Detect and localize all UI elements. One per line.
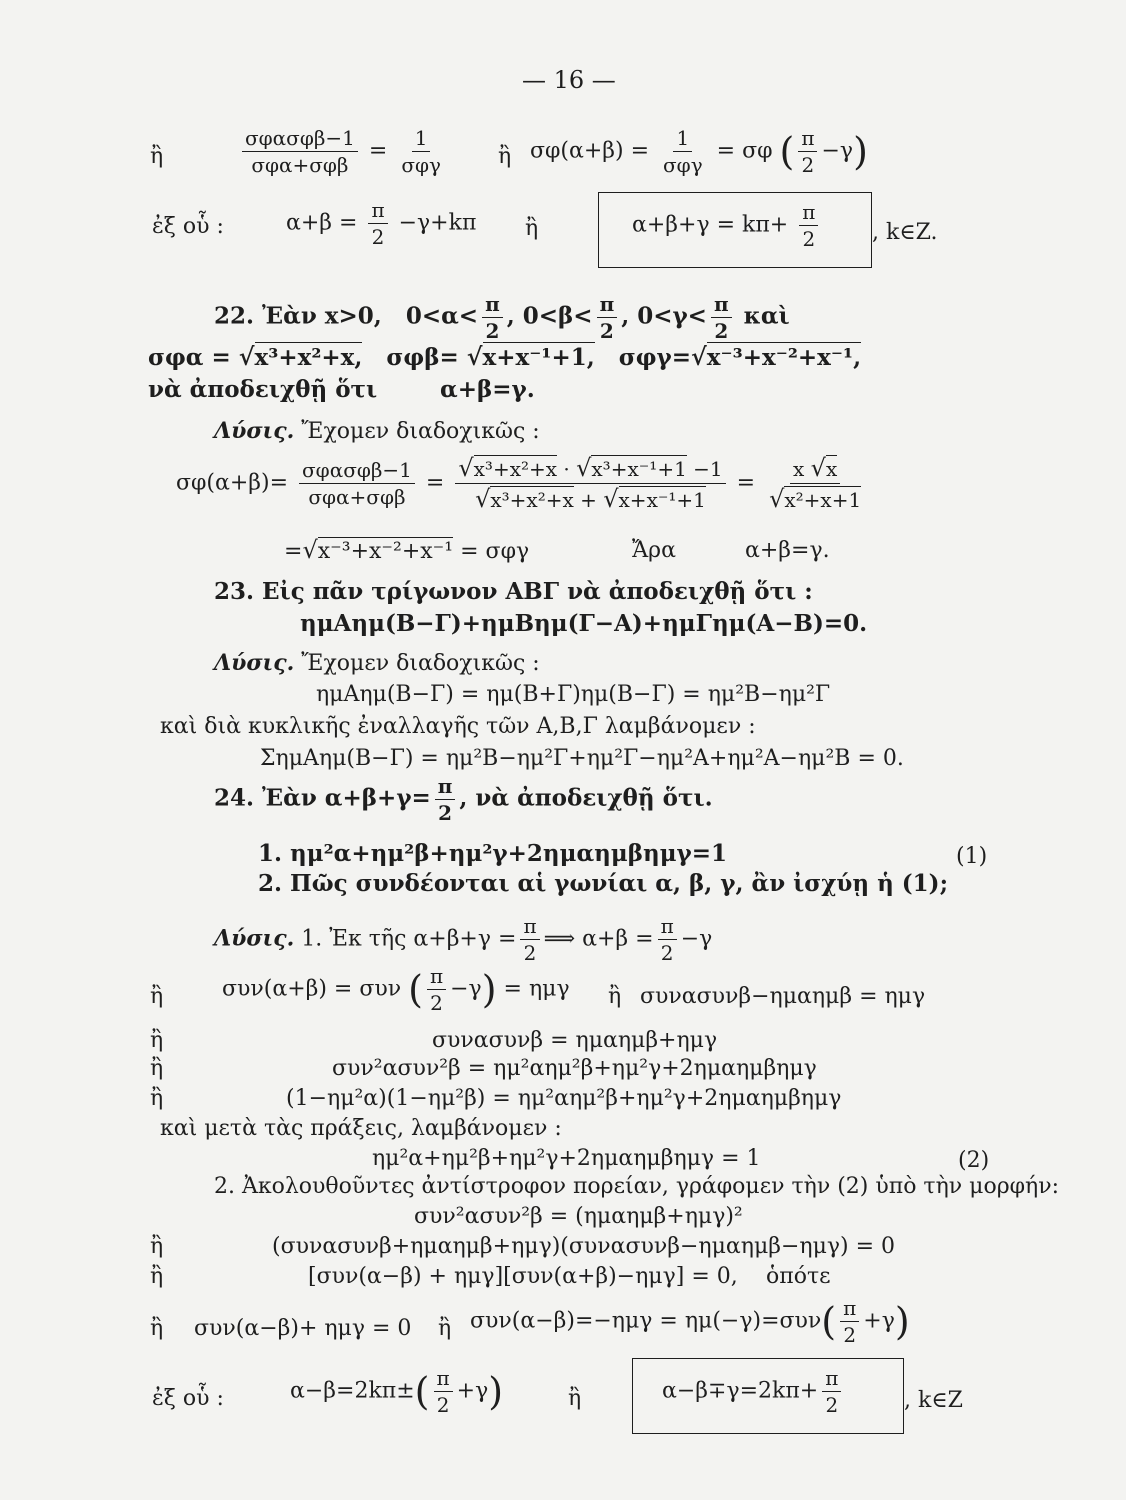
equation-line-1: $\frac{\text{σφασφβ−1}}{\text{σφα+σφβ}}$ = $\frac{1}{\text{σφγ}}$ (238, 128, 448, 175)
boxed-result: α+β+γ = kπ+ $\frac{\pi}{2}$ (632, 202, 822, 249)
equation-line-2: α+β = $\frac{\pi}{2}$ −γ+kπ (286, 198, 477, 249)
or-word: ἢ (150, 1234, 164, 1259)
problem-22-line-3b: α+β=γ. (440, 376, 535, 403)
solution-24-line-12b: συν(α−β)=−ημγ = ημ(−γ)=συν( $\frac{\pi}{2}$ +γ) (470, 1296, 910, 1347)
solution-24-line-9: συν²ασυν²β = (ημαημβ+ημγ)² (414, 1204, 743, 1229)
page-number: — 16 — (522, 66, 616, 94)
equation-tag-1: (1) (956, 844, 988, 869)
or-word: ἢ (498, 144, 512, 169)
fraction: $\frac{\text{σφασφβ−1}}{\text{σφα+σφβ}}$ (242, 128, 358, 175)
solution-24-line-3: συνασυνβ = ημαημβ+ημγ (432, 1028, 718, 1053)
or-word: ἢ (150, 1086, 164, 1111)
whereupon-word: ὁπότε (766, 1264, 831, 1289)
solution-24-line-13: α−β=2kπ±( $\frac{\pi}{2}$ +γ) (290, 1366, 504, 1417)
or-word: ἢ (608, 984, 622, 1009)
solution-24-line-11: [συν(α−β) + ημγ][συν(α+β)−ημγ] = 0, (308, 1264, 738, 1289)
k-in-z-2: , k∈Z (904, 1388, 963, 1413)
solution-23-eq-1: ημΑημ(Β−Γ) = ημ(Β+Γ)ημ(Β−Γ) = ημ²Β−ημ²Γ (316, 682, 831, 707)
solution-24-text: καὶ μετὰ τὰς πράξεις, λαμβάνομεν : (160, 1116, 562, 1141)
solution-24-line-12: συν(α−β)+ ημγ = 0 (194, 1316, 412, 1341)
solution-24-line-4: συν²ασυν²β = ημ²αημ²β+ημ²γ+2ημαημβημγ (332, 1056, 817, 1081)
equation-tag-2: (2) (958, 1148, 990, 1173)
therefore-word: Ἄρα (632, 538, 676, 563)
solution-23-heading: Λύσις. Ἔχομεν διαδοχικῶς : (214, 650, 540, 676)
or-word: ἢ (568, 1386, 582, 1411)
or-word: ἢ (150, 984, 164, 1009)
solution-24-line-5: (1−ημ²α)(1−ημ²β) = ημ²αημ²β+ημ²γ+2ημαημβημγ (286, 1086, 842, 1111)
problem-24-item-1: 1. ημ²α+ημ²β+ημ²γ+2ημαημβημγ=1 (258, 840, 727, 867)
solution-24-line-2: συν(α+β) = συν ( $\frac{\pi}{2}$ −γ) = ημγ (222, 964, 570, 1015)
fraction: $\frac{1}{\text{σφγ}}$ (401, 126, 441, 177)
problem-24-item-2: 2. Πῶς συνδέονται αἱ γωνίαι α, β, γ, ἂν ἰσχύῃ ἡ (1); (258, 870, 949, 897)
solution-22-heading: Λύσις. Ἔχομεν διαδοχικῶς : (214, 418, 540, 444)
solution-24-line-1: Λύσις. 1. Ἐκ τῆς α+β+γ = $\frac{\pi}{2}$ ⟹ α+β = $\frac{\pi}{2}$ −γ (214, 914, 713, 965)
solution-24-line-10: (συνασυνβ+ημαημβ+ημγ)(συνασυνβ−ημαημβ−ημγ) = 0 (272, 1234, 896, 1259)
solution-24-line-2b: συνασυνβ−ημαημβ = ημγ (640, 984, 926, 1009)
or-word: ἢ (150, 144, 164, 169)
or-word: ἢ (525, 216, 539, 241)
whence-label: ἐξ οὗ : (152, 1386, 224, 1411)
problem-22-statement: 22. Ἐὰν x>0, 0<α< $\frac{\pi}{2}$ , 0<β< $\frac{\pi}{2}$ , 0<γ< $\frac{\pi}{2}$ καὶ (214, 292, 790, 343)
problem-22-line-2: σφα = √x³+x²+x, σφβ= √x+x⁻¹+1, σφγ=√x⁻³+x⁻²+x⁻¹, (148, 342, 862, 371)
k-in-z: , k∈Z. (872, 220, 938, 245)
or-word: ἢ (150, 1316, 164, 1341)
solution-23-text: καὶ διὰ κυκλικῆς ἐναλλαγῆς τῶν Α,Β,Γ λαμβάνομεν : (160, 714, 756, 739)
problem-23-statement: 23. Εἰς πᾶν τρίγωνον ΑΒΓ νὰ ἀποδειχθῇ ὅτι : (214, 578, 813, 605)
solution-24-line-7: ημ²α+ημ²β+ημ²γ+2ημαημβημγ = 1 (372, 1146, 761, 1171)
solution-22-eq-1: σφ(α+β)= $\frac{\text{σφασφβ−1}}{\text{σφα+σφβ}}$ = $\frac{\text{√x³+x²+x · √x³+x⁻¹+1 −1}}{\text{√x³+x²+x + √x+x⁻¹+1}}$ = $\frac{x √x}{\text{√x²+x+1}}$ (176, 454, 862, 513)
problem-22-line-3: νὰ ἀποδειχθῇ ὅτι (148, 376, 378, 403)
solution-23-eq-2: ΣημΑημ(Β−Γ) = ημ²Β−ημ²Γ+ημ²Γ−ημ²Α+ημ²Α−ημ²Β = 0. (260, 746, 904, 771)
problem-24-statement: 24. Ἐὰν α+β+γ= $\frac{\pi}{2}$ , νὰ ἀποδειχθῇ ὅτι. (214, 774, 713, 825)
solution-22-eq-2: =√x⁻³+x⁻²+x⁻¹ = σφγ (284, 536, 530, 564)
boxed-result-2: α−β∓γ=2kπ+ $\frac{\pi}{2}$ (662, 1368, 845, 1415)
or-word: ἢ (150, 1028, 164, 1053)
problem-23-formula: ημΑημ(Β−Γ)+ημΒημ(Γ−Α)+ημΓημ(Α−Β)=0. (300, 610, 868, 637)
or-word: ἢ (438, 1316, 452, 1341)
solution-22-result: α+β=γ. (745, 538, 830, 563)
whence-label: ἐξ οὗ : (152, 214, 224, 239)
or-word: ἢ (150, 1056, 164, 1081)
or-word: ἢ (150, 1264, 164, 1289)
solution-24-part-2: 2. Ἀκολουθοῦντες ἀντίστροφον πορείαν, γράφομεν τὴν (2) ὑπὸ τὴν μορφήν: (214, 1174, 1060, 1199)
equation-line-1b: σφ(α+β) = $\frac{1}{\text{σφγ}}$ = σφ ( $\frac{\pi}{2}$ −γ) (530, 126, 868, 177)
